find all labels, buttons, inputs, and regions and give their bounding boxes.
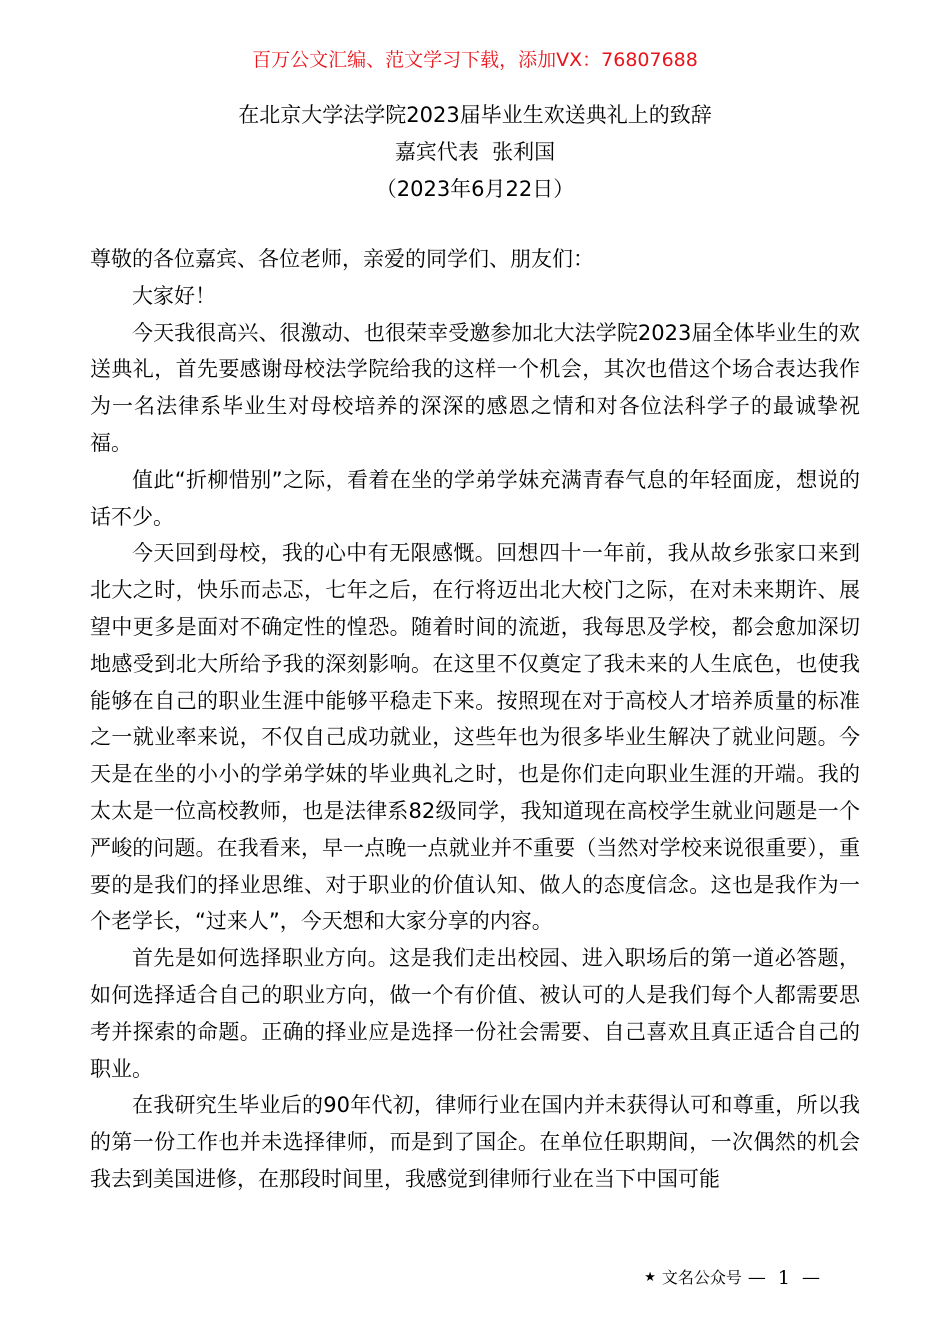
page-number: 1 [777,1267,790,1289]
speech-title: 在北京大学法学院2023届毕业生欢送典礼上的致辞 [238,103,712,127]
title-block [0,97,950,208]
greeting: 大家好！ [132,283,216,308]
paragraph: 在我研究生毕业后的90年代初，律师行业在国内并未获得认可和尊重，所以我的第一份工作也并未选择律师，而是到了国企。在单位任职期间，一次偶然的机会我去到美国进修，在那段时间里，我感觉到律师行业在当下中国可能 [90,1093,860,1191]
speech-date: （2023年6月22日） [375,177,575,201]
footer-source: 文名公众号 [661,1268,742,1287]
star-icon: ★ [644,1270,656,1285]
paragraph: 今天我很高兴、很激动、也很荣幸受邀参加北大法学院2023届全体毕业生的欢送典礼，首先要感谢母校法学院给我的这样一个机会，其次也借这个场合表达我作为一名法律系毕业生对母校培养的深深的感恩之情和对各位法科学子的最诚挚祝福。 [90,320,860,455]
speech-body [90,241,860,1198]
speaker-line: 嘉宾代表 张利国 [394,140,556,164]
salutation: 尊敬的各位嘉宾、各位老师，亲爱的同学们、朋友们： [90,247,594,271]
paragraph: 首先是如何选择职业方向。这是我们走出校园、进入职场后的第一道必答题，如何选择适合自己的职业方向，做一个有价值、被认可的人是我们每个人都需要思考并探索的命题。正确的择业应是选择一份社会需要、自己喜欢且真正适合自己的职业。 [90,946,860,1081]
promo-banner: 百万公文汇编、范文学习下载，添加VX：76807688 [252,49,698,71]
paragraph: 今天回到母校，我的心中有无限感慨。回想四十一年前，我从故乡张家口来到北大之时，快乐而忐忑，七年之后，在行将迈出北大校门之际，在对未来期许、展望中更多是面对不确定性的惶恐。随着时间的流逝，我每思及学校，都会愈加深切地感受到北大所给予我的深刻影响。在这里不仅奠定了我未来的人生底色，也使我能够在自己的职业生涯中能够平稳走下来。按照现在对于高校人才培养质量的标准之一就业率来说，不仅自己成功就业，这些年也为很多毕业生解决了就业问题。今天是在坐的小小的学弟学妹的毕业典礼之时，也是你们走向职业生涯的开端。我的太太是一位高校教师，也是法律系82级同学，我知道现在高校学生就业问题是一个严峻的问题。在我看来，早一点晚一点就业并不重要（当然对学校来说很重要），重要的是我们的择业思维、对于职业的价值认知、做人的态度信念。这也是我作为一个老学长，“过来人”，今天想和大家分享的内容。 [90,541,860,934]
paragraph: 值此“折柳惜别”之际，看着在坐的学弟学妹充满青春气息的年轻面庞，想说的话不少。 [90,467,860,529]
page-footer [644,1266,820,1290]
footer-dash-right: — [802,1267,820,1288]
footer-dash-left: — [747,1267,766,1288]
